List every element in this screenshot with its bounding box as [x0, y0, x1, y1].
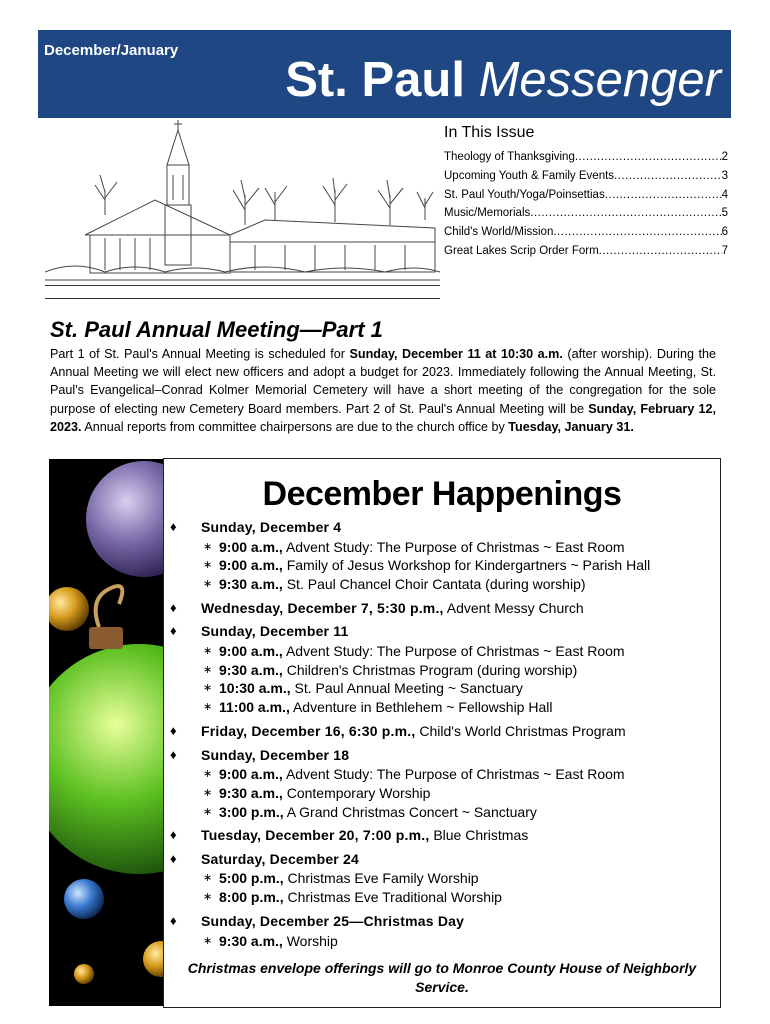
toc-title: In This Issue — [444, 124, 535, 141]
event-date: Saturday, December 24 — [201, 850, 360, 867]
event-subitem — [201, 869, 720, 888]
body-text: (after worship). During the Annual Meeting we will elect new officers and adopt a budget for 2023. Immediately following the Annual Meeting, St. Paul's Evangelical–Conrad Kolmer Memorial Cemetery will have a short meeting of the congregation for the sole purpose of electing new Cemetery Board members. Part 2 of St. Paul's Annual Meeting will be — [50, 347, 716, 416]
event-entry — [164, 518, 720, 594]
title-italic: Messenger — [478, 53, 721, 107]
diamond-icon: ♦ — [170, 519, 177, 534]
toc-item-label: Great Lakes Scrip Order Form — [444, 244, 599, 257]
subitem-time: 5:00 p.m., — [219, 870, 284, 887]
toc-leader — [553, 223, 721, 242]
subitem-text: Adventure in Bethlehem ~ Fellowship Hall — [289, 699, 553, 716]
event-entry — [164, 912, 720, 950]
subitem-time: 9:30 a.m., — [219, 661, 283, 678]
toc-item — [444, 186, 728, 205]
title-bold: St. Paul — [285, 53, 465, 107]
asterisk-icon: ∗ — [203, 578, 213, 591]
toc-leader — [605, 186, 722, 205]
diamond-icon: ♦ — [170, 599, 177, 615]
events-list — [164, 518, 720, 950]
event-heading — [201, 722, 720, 742]
event-heading — [201, 518, 720, 538]
event-sublist — [201, 538, 720, 594]
asterisk-icon: ∗ — [203, 768, 213, 781]
diamond-icon: ♦ — [170, 746, 177, 762]
toc-item-page: 2 — [721, 151, 728, 163]
toc-item-label: Theology of Thanksgiving — [444, 151, 575, 163]
event-date: Sunday, December 4 — [201, 519, 342, 535]
event-subitem — [201, 765, 720, 784]
subitem-time: 9:00 a.m., — [219, 538, 283, 555]
asterisk-icon: ∗ — [203, 701, 213, 714]
asterisk-icon: ∗ — [203, 663, 213, 676]
subitem-time: 9:00 a.m., — [219, 557, 283, 574]
asterisk-icon: ∗ — [203, 934, 213, 947]
body-text: Annual reports from committee chairpersons are due to the church office by — [81, 419, 509, 434]
toc-item-page: 3 — [721, 169, 728, 182]
happenings-footer: Christmas envelope offerings will go to Monroe County House of Neighborly Service. — [187, 960, 697, 995]
toc-item-page: 6 — [721, 226, 728, 239]
body-emphasis: Sunday, December 11 at 10:30 a.m. — [349, 347, 563, 361]
event-sublist — [201, 932, 720, 951]
subitem-time: 10:30 a.m., — [219, 680, 291, 697]
event-subitem — [201, 679, 720, 698]
diamond-icon: ♦ — [170, 623, 177, 639]
toc-leader — [530, 204, 721, 223]
toc-item — [444, 223, 728, 242]
event-subitem — [201, 538, 720, 557]
toc-leader — [575, 148, 722, 167]
diamond-icon: ♦ — [170, 913, 177, 929]
event-description: Blue Christmas — [429, 827, 529, 844]
event-entry — [164, 826, 720, 846]
christmas-ornaments-image — [49, 459, 165, 1006]
divider-line — [45, 298, 440, 299]
subitem-text: Contemporary Worship — [282, 784, 431, 801]
toc-leader — [599, 242, 722, 261]
toc-list — [444, 148, 728, 261]
event-subitem — [201, 698, 720, 717]
asterisk-icon: ∗ — [203, 872, 213, 885]
subitem-text: Worship — [282, 932, 338, 949]
toc-leader — [614, 167, 722, 186]
subitem-time: 9:30 a.m., — [219, 784, 283, 801]
event-entry — [164, 850, 720, 907]
event-date: Sunday, December 11 — [201, 623, 349, 640]
toc-item-page: 4 — [721, 188, 728, 201]
divider-line — [45, 285, 440, 286]
asterisk-icon: ∗ — [203, 559, 213, 572]
issue-label: December/January — [44, 42, 179, 59]
event-subitem — [201, 661, 720, 680]
event-date: Friday, December 16, 6:30 p.m., — [201, 723, 416, 740]
church-illustration — [45, 120, 440, 300]
event-heading — [201, 912, 720, 932]
event-subitem — [201, 556, 720, 575]
subitem-text: St. Paul Chancel Choir Cantata (during worship) — [282, 576, 586, 593]
event-subitem — [201, 888, 720, 907]
subitem-text: A Grand Christmas Concert ~ Sanctuary — [283, 803, 537, 820]
subitem-text: Advent Study: The Purpose of Christmas ~ East Room — [282, 538, 625, 555]
event-description: Child's World Christmas Program — [415, 723, 626, 740]
event-heading — [201, 599, 720, 619]
newsletter-title — [285, 52, 721, 108]
event-sublist — [201, 765, 720, 821]
subitem-text: St. Paul Annual Meeting ~ Sanctuary — [290, 680, 523, 697]
subitem-time: 8:00 p.m., — [219, 889, 284, 906]
event-heading — [201, 850, 720, 870]
december-happenings-box — [163, 458, 721, 1008]
masthead-banner — [38, 30, 731, 118]
toc-item — [444, 148, 728, 167]
body-emphasis: Tuesday, January 31. — [508, 419, 634, 434]
event-date: Sunday, December 25—Christmas Day — [201, 913, 465, 930]
asterisk-icon: ∗ — [203, 786, 213, 799]
subitem-time: 9:30 a.m., — [219, 932, 283, 949]
subitem-text: Advent Study: The Purpose of Christmas ~ East Room — [282, 642, 625, 659]
subitem-text: Christmas Eve Family Worship — [283, 870, 479, 887]
diamond-icon: ♦ — [170, 827, 177, 843]
table-of-contents — [444, 124, 728, 261]
event-heading — [201, 746, 720, 766]
article-heading: St. Paul Annual Meeting—Part 1 — [50, 317, 383, 342]
event-heading — [201, 622, 720, 642]
toc-item — [444, 242, 728, 261]
toc-item-label: Child's World/Mission — [444, 226, 554, 239]
event-sublist — [201, 869, 720, 907]
subitem-time: 9:00 a.m., — [219, 642, 283, 659]
asterisk-icon: ∗ — [203, 805, 213, 818]
asterisk-icon: ∗ — [203, 540, 213, 553]
body-text: Part 1 of St. Paul's Annual Meeting is scheduled for — [50, 347, 350, 361]
toc-item-label: St. Paul Youth/Yoga/Poinsettias — [444, 188, 605, 201]
toc-item-label: Music/Memorials — [444, 207, 531, 220]
event-entry — [164, 722, 720, 742]
diamond-icon: ♦ — [170, 850, 177, 866]
event-date: Tuesday, December 20, 7:00 p.m., — [201, 827, 430, 844]
asterisk-icon: ∗ — [203, 682, 213, 695]
event-date: Sunday, December 18 — [201, 746, 350, 763]
subitem-time: 9:00 a.m., — [219, 766, 283, 783]
event-entry — [164, 622, 720, 717]
asterisk-icon: ∗ — [203, 891, 213, 904]
annual-meeting-article — [50, 317, 716, 436]
event-subitem — [201, 642, 720, 661]
event-subitem — [201, 803, 720, 822]
event-sublist — [201, 642, 720, 717]
event-description: Advent Messy Church — [443, 599, 584, 616]
article-body — [50, 345, 716, 436]
toc-item-label: Upcoming Youth & Family Events — [444, 169, 615, 182]
toc-item — [444, 204, 728, 223]
subitem-text: Family of Jesus Workshop for Kindergartners ~ Parish Hall — [282, 557, 651, 574]
event-entry — [164, 746, 720, 822]
toc-item-page: 5 — [721, 207, 728, 220]
subitem-text: Advent Study: The Purpose of Christmas ~ East Room — [282, 766, 625, 783]
happenings-title: December Happenings — [262, 475, 622, 513]
toc-item-page: 7 — [721, 244, 728, 257]
subitem-text: Children's Christmas Program (during worship) — [282, 661, 578, 678]
event-heading — [201, 826, 720, 846]
event-entry — [164, 599, 720, 619]
subitem-text: Christmas Eve Traditional Worship — [283, 889, 502, 906]
subitem-time: 3:00 p.m., — [219, 803, 284, 820]
body-emphasis: Sunday, February 12, 2023. — [50, 401, 716, 434]
event-date: Wednesday, December 7, 5:30 p.m., — [201, 599, 444, 616]
event-subitem — [201, 575, 720, 594]
subitem-time: 9:30 a.m., — [219, 576, 283, 593]
diamond-icon: ♦ — [170, 723, 177, 739]
event-subitem — [201, 784, 720, 803]
subitem-time: 11:00 a.m., — [219, 699, 290, 716]
toc-item — [444, 167, 728, 186]
asterisk-icon: ∗ — [203, 644, 213, 657]
event-subitem — [201, 932, 720, 951]
